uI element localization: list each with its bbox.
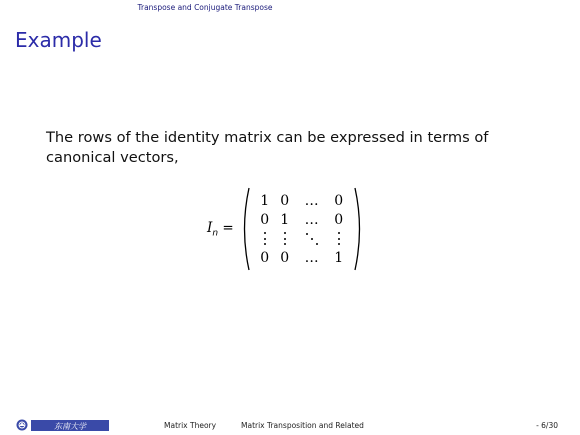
footer-page-number: - 6/30: [536, 421, 558, 430]
matrix-cell: 0: [280, 249, 290, 266]
matrix-cell: 1: [280, 211, 290, 228]
matrix-cell: 0: [280, 192, 290, 209]
equation-symbol: I: [207, 219, 213, 236]
vertical-dots: [284, 232, 286, 245]
matrix-cell: 1: [260, 192, 270, 209]
university-seal-icon: [16, 419, 28, 431]
matrix-body: [255, 191, 349, 267]
equals-sign: =: [222, 219, 234, 236]
matrix-cell: …: [304, 249, 319, 266]
matrix-cell: …: [304, 192, 319, 209]
slide-footer: [0, 417, 580, 435]
matrix-cell: 0: [334, 211, 344, 228]
equation-lhs: [207, 220, 234, 239]
slide-body-text: The rows of the identity matrix can be expressed in terms of canonical vectors,: [46, 129, 489, 166]
footer-course: Matrix Theory: [164, 421, 217, 430]
matrix-cell: 0: [334, 192, 344, 209]
footer-topic: Matrix Transposition and Related: [241, 421, 364, 430]
section-header: Transpose and Conjugate Transpose: [137, 3, 273, 12]
university-logo-script: [31, 420, 109, 431]
equation-subscript: n: [212, 228, 219, 239]
university-logo: [16, 419, 109, 431]
vertical-dots: [264, 232, 266, 245]
vertical-dots: [338, 232, 340, 245]
svg-text:东南大学: 东南大学: [54, 421, 86, 431]
slide-title: Example: [15, 28, 102, 52]
identity-matrix-equation: [207, 187, 365, 271]
matrix-cell: 1: [334, 249, 344, 266]
matrix-cell: …: [304, 211, 319, 228]
matrix-cell: 0: [260, 211, 270, 228]
diagonal-dots: [306, 233, 318, 245]
right-parenthesis: [353, 187, 365, 271]
left-parenthesis: [239, 187, 251, 271]
matrix-cell: 0: [260, 249, 270, 266]
